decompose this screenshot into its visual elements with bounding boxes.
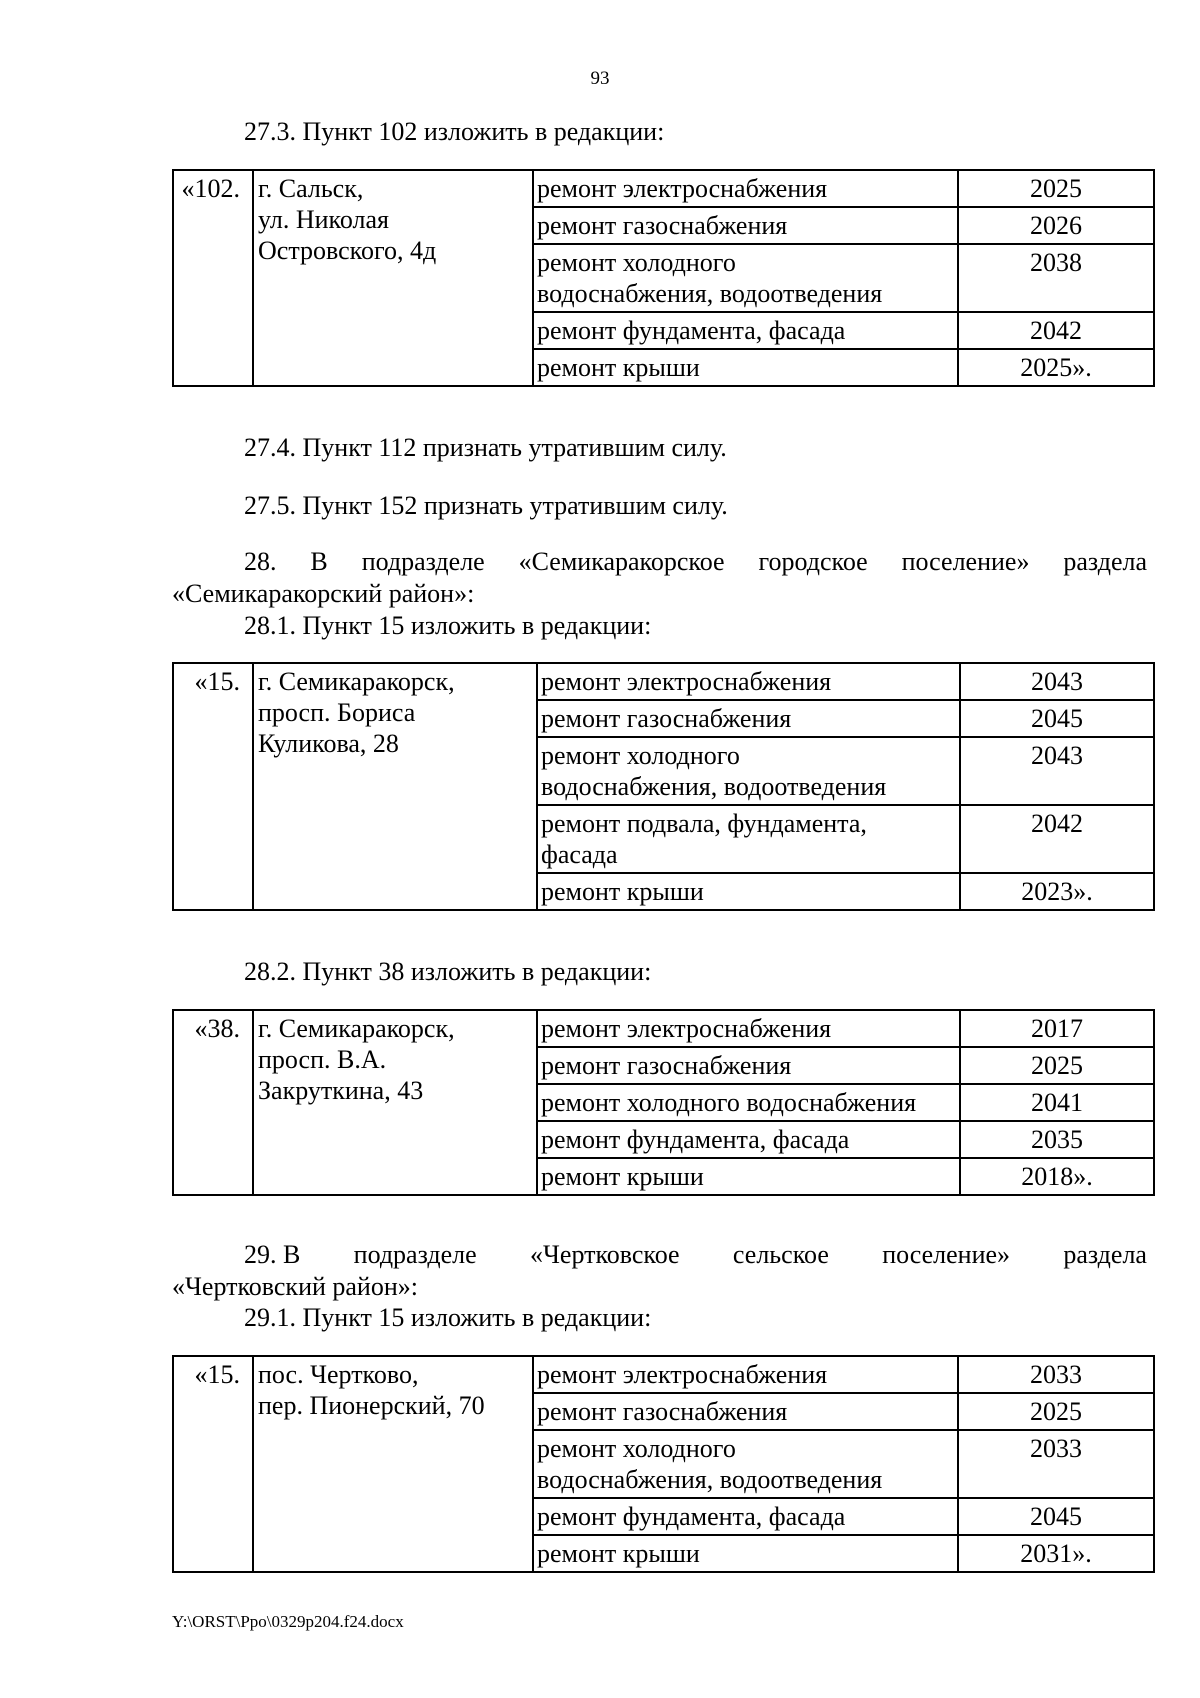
work-type-line: водоснабжения, водоотведения — [537, 1465, 883, 1494]
year-cell: 2043 — [960, 737, 1154, 805]
table-row — [173, 1356, 1154, 1393]
work-type-cell: ремонт электроснабжения — [537, 1010, 960, 1047]
year-cell: 2017 — [960, 1010, 1154, 1047]
work-type-cell: ремонт газоснабжения — [533, 1393, 958, 1430]
word: сельское — [732, 1240, 829, 1269]
word: «Семикаракорское — [518, 547, 725, 576]
paragraph-29 — [172, 1239, 1147, 1303]
address-line: ул. Николая — [258, 205, 389, 234]
year-cell: 2025». — [958, 349, 1154, 386]
paragraph-28-1: 28.1. Пункт 15 изложить в редакции: — [244, 611, 652, 640]
paragraph-27-3: 27.3. Пункт 102 изложить в редакции: — [244, 117, 665, 146]
year-cell: 2023». — [960, 873, 1154, 910]
address-line: Закруткина, 43 — [258, 1076, 424, 1105]
year-cell: 2043 — [960, 663, 1154, 700]
word: В — [310, 547, 328, 576]
page-number: 93 — [590, 68, 610, 89]
work-type-line: ремонт подвала, фундамента, — [541, 809, 867, 838]
word: подразделе — [353, 1240, 477, 1269]
work-type-cell: ремонт газоснабжения — [537, 700, 960, 737]
work-type-cell: ремонт крыши — [533, 349, 958, 386]
work-type-cell: ремонт крыши — [533, 1535, 958, 1572]
work-type-cell — [533, 244, 958, 312]
year-cell: 2042 — [960, 805, 1154, 873]
year-cell: 2018». — [960, 1158, 1154, 1195]
word: поселение» — [882, 1240, 1011, 1269]
address-cell — [253, 170, 533, 386]
address-cell — [253, 663, 537, 910]
work-type-cell: ремонт электроснабжения — [533, 170, 958, 207]
year-cell: 2026 — [958, 207, 1154, 244]
paragraph-28-line2: «Семикаракорский район»: — [172, 579, 475, 608]
year-cell: 2041 — [960, 1084, 1154, 1121]
paragraph-29-line2: «Чертковский район»: — [172, 1272, 418, 1301]
address-line: пос. Чертково, — [258, 1360, 419, 1389]
work-type-cell: ремонт электроснабжения — [537, 663, 960, 700]
work-type-line: водоснабжения, водоотведения — [541, 772, 887, 801]
address-line: Куликова, 28 — [258, 729, 399, 758]
work-type-cell: ремонт фундамента, фасада — [533, 312, 958, 349]
work-type-cell — [537, 737, 960, 805]
footer-file-path: Y:\ORST\Ppo\0329p204.f24.docx — [172, 1612, 404, 1631]
table-item-15-chertkovo — [172, 1355, 1155, 1573]
address-line: просп. Бориса — [258, 698, 416, 727]
word: подразделе — [361, 547, 485, 576]
item-number: «102. — [173, 170, 253, 386]
year-cell: 2031». — [958, 1535, 1154, 1572]
paragraph-27-4: 27.4. Пункт 112 признать утратившим силу. — [244, 433, 727, 462]
address-cell — [253, 1356, 533, 1572]
year-cell: 2033 — [958, 1356, 1154, 1393]
work-type-line: ремонт холодного — [541, 741, 740, 770]
address-line: г. Сальск, — [258, 174, 364, 203]
item-number: «15. — [173, 1356, 253, 1572]
work-type-cell: ремонт фундамента, фасада — [533, 1498, 958, 1535]
year-cell: 2033 — [958, 1430, 1154, 1498]
word: городское — [758, 547, 868, 576]
work-type-line: ремонт холодного — [537, 1434, 736, 1463]
table-item-38 — [172, 1009, 1155, 1196]
table-row — [173, 663, 1154, 700]
word: раздела — [1063, 547, 1147, 576]
address-line: г. Семикаракорск, — [258, 667, 455, 696]
year-cell: 2038 — [958, 244, 1154, 312]
paragraph-27-5: 27.5. Пункт 152 признать утратившим силу. — [244, 491, 728, 520]
year-cell: 2045 — [958, 1498, 1154, 1535]
table-item-15-semikarakorsk — [172, 662, 1155, 911]
year-cell: 2025 — [958, 170, 1154, 207]
paragraph-28-line1 — [172, 546, 1147, 578]
address-line: просп. В.А. — [258, 1045, 387, 1074]
address-line: г. Семикаракорск, — [258, 1014, 455, 1043]
address-line: пер. Пионерский, 70 — [258, 1391, 485, 1420]
word: 29. В — [244, 1240, 301, 1269]
work-type-line: водоснабжения, водоотведения — [537, 279, 883, 308]
year-cell: 2035 — [960, 1121, 1154, 1158]
year-cell: 2025 — [960, 1047, 1154, 1084]
word: раздела — [1063, 1240, 1147, 1269]
work-type-cell: ремонт газоснабжения — [533, 207, 958, 244]
word: поселение» — [901, 547, 1030, 576]
work-type-cell: ремонт фундамента, фасада — [537, 1121, 960, 1158]
work-type-cell: ремонт газоснабжения — [537, 1047, 960, 1084]
table-row — [173, 170, 1154, 207]
work-type-cell: ремонт крыши — [537, 1158, 960, 1195]
table-item-102 — [172, 169, 1155, 387]
year-cell: 2045 — [960, 700, 1154, 737]
word: «Чертковское — [530, 1240, 680, 1269]
work-type-line: фасада — [541, 840, 618, 869]
paragraph-29-1: 29.1. Пункт 15 изложить в редакции: — [244, 1303, 652, 1332]
item-number: «38. — [173, 1010, 253, 1195]
work-type-cell: ремонт электроснабжения — [533, 1356, 958, 1393]
address-line: Островского, 4д — [258, 236, 437, 265]
paragraph-28 — [172, 546, 1147, 610]
work-type-cell — [537, 805, 960, 873]
year-cell: 2042 — [958, 312, 1154, 349]
table-row — [173, 1010, 1154, 1047]
work-type-cell: ремонт крыши — [537, 873, 960, 910]
work-type-line: ремонт холодного — [537, 248, 736, 277]
work-type-cell: ремонт холодного водоснабжения — [537, 1084, 960, 1121]
word: 28. — [244, 547, 277, 576]
address-cell — [253, 1010, 537, 1195]
item-number: «15. — [173, 663, 253, 910]
year-cell: 2025 — [958, 1393, 1154, 1430]
paragraph-29-line1 — [172, 1239, 1147, 1271]
paragraph-28-2: 28.2. Пункт 38 изложить в редакции: — [244, 957, 652, 986]
work-type-cell — [533, 1430, 958, 1498]
